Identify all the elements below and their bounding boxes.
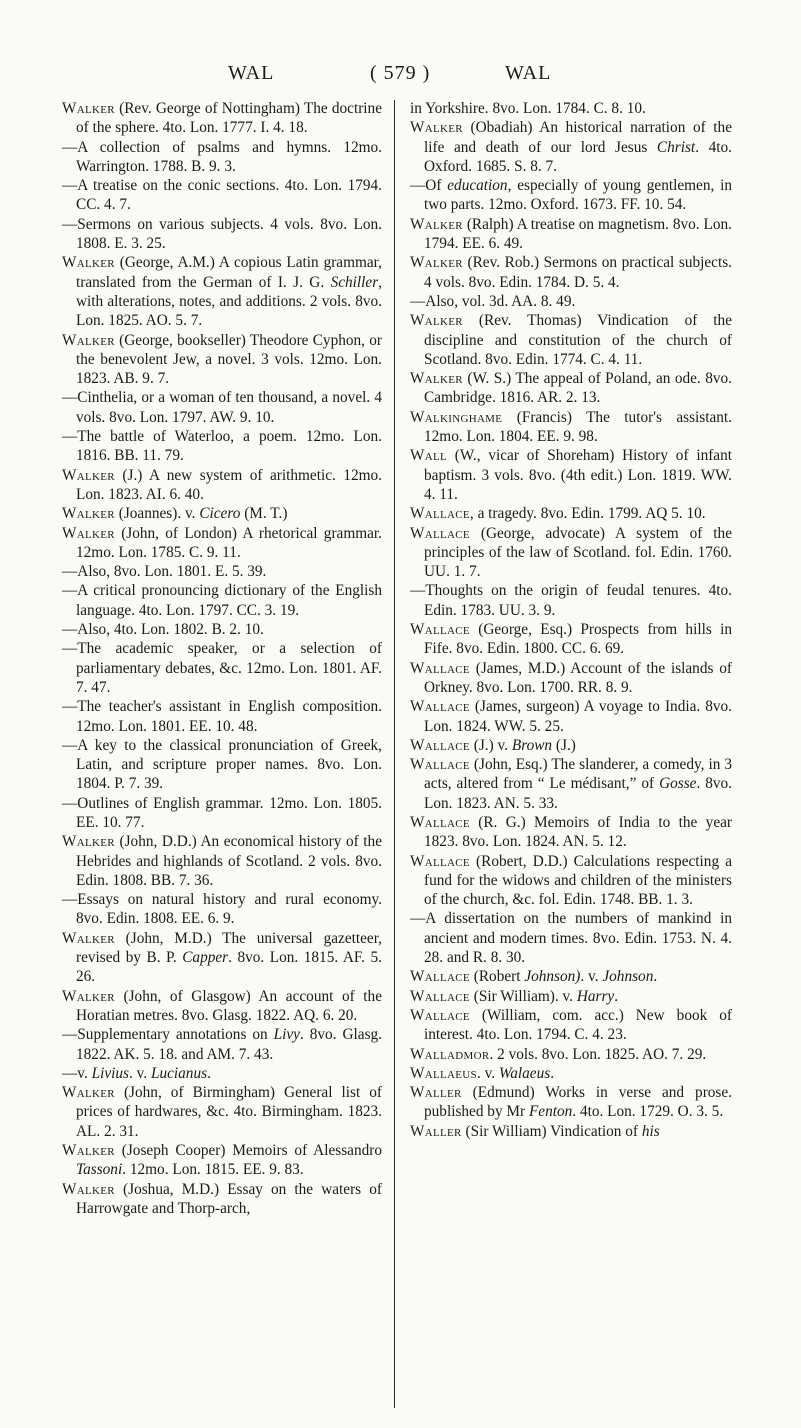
catalog-entry [410,176,732,215]
catalog-entry [62,138,382,177]
entry-text: —A key to the classical pronunciation of Greek, Latin, and scripture proper names. 8vo. Lon. 1804. P. 7. 39. [62,736,382,793]
page-number: ( 579 ) [370,62,431,84]
right-column [410,99,732,1141]
catalog-entry [62,524,382,563]
catalog-entry [410,118,732,176]
catalog-entry [62,620,382,639]
catalog-entry [410,311,732,369]
entry-text: —Also, 4to. Lon. 1802. B. 2. 10. [62,621,264,639]
entry-italic-text: Brown [511,736,553,754]
entry-text: —Cinthelia, or a woman of ten thousand, a novel. 4 vols. 8vo. Lon. 1797. AW. 9. 10. [62,389,382,426]
entry-text: (J.) [552,736,576,754]
entry-text: . 4to. Oxford. 1685. S. 8. 7. [424,138,732,175]
entry-text: —The academic speaker, or a selection of parliamentary debates, &c. 12mo. Lon. 1801. AF. 7. 47. [62,640,382,696]
catalog-entry [410,813,732,852]
entry-headword: Walkinghame [410,408,503,426]
entry-text: (James, surgeon) A voyage to India. 8vo. Lon. 1824. WW. 5. 25. [424,698,732,735]
entry-text: . 8vo. Lon. 1823. AN. 5. 33. [424,775,733,812]
catalog-entry [410,292,732,311]
entry-italic-text: education [447,177,508,195]
catalog-entry [62,1180,382,1219]
entry-text: —The teacher's assistant in English composition. 12mo. Lon. 1801. EE. 10. 48. [62,698,382,735]
entry-text: . v. [580,968,603,986]
entry-text: (George, Esq.) Prospects from hills in Fife. 8vo. Edin. 1800. CC. 6. 69. [424,621,732,658]
catalog-entry [62,466,382,505]
entry-text: (Joannes). v. [114,505,200,523]
entry-text: . v. [476,1064,499,1082]
entry-text: —The battle of Waterloo, a poem. 12mo. Lon. 1816. BB. 11. 79. [62,428,382,465]
entry-text: (Edmund) Works in verse and prose. published by Mr [424,1084,732,1121]
entry-headword: Walker [62,833,115,851]
entry-headword: Wallace [410,698,470,716]
entry-text: (Obadiah) An historical narration of the life and death of our lord Jesus [424,119,732,156]
entry-text: —Also, 8vo. Lon. 1801. E. 5. 39. [62,563,267,581]
entry-text: (Robert [469,968,525,986]
entry-italic-text: Livy [273,1026,300,1044]
entry-headword: Walker [62,1084,115,1102]
catalog-entry [410,659,732,698]
entry-headword: Walladmor [410,1045,490,1063]
entry-text: in Yorkshire. 8vo. Lon. 1784. C. 8. 10. [410,100,646,117]
entry-headword: Wallace [410,524,470,542]
entry-text: —Also, vol. 3d. AA. 8. 49. [410,292,576,310]
header-right-guide-word: WAL [505,62,552,84]
running-header [0,62,801,92]
entry-text: (Robert, D.D.) Calculations respecting a fund for the widows and children of the ministers of the church, &c. fol. Edin. 1748. BB. 1. 3. [424,852,732,909]
catalog-entry [410,1006,732,1045]
catalog-entry [410,581,732,620]
entry-text: —A collection of psalms and hymns. 12mo. Warrington. 1788. B. 9. 3. [62,138,382,175]
catalog-entry [410,446,732,504]
catalog-entry [410,1083,732,1122]
catalog-entry [62,697,382,736]
entry-text: (J.) A new system of arithmetic. 12mo. Lon. 1823. AI. 6. 40. [76,466,382,503]
entry-text: , a tragedy. 8vo. Edin. 1799. AQ 5. 10. [469,505,706,523]
entry-headword: Wallace [410,968,470,986]
entry-text: . 8vo. Lon. 1815. AF. 5. 26. [76,949,382,986]
catalog-entry [410,99,732,118]
entry-text: (George, bookseller) Theodore Cyphon, or the benevolent Jew, a novel. 3 vols. 12mo. Lon. 1823. AB. 9. 7. [76,331,382,388]
entry-headword: Walker [62,1180,115,1198]
entry-italic-text: Fenton [528,1103,573,1121]
entry-text: . 4to. Lon. 1729. O. 3. 5. [572,1103,724,1121]
entry-text: (Rev. Rob.) Sermons on practical subjects. 4 vols. 8vo. Edin. 1784. D. 5. 4. [424,254,732,291]
entry-headword: Walker [410,370,463,388]
entry-text: (Joshua, M.D.) Essay on the waters of Harrowgate and Thorp-arch, [76,1180,382,1217]
entry-text: (Rev. Thomas) Vindication of the discipline and constitution of the church of Scotland. 8vo. Edin. 1774. C. 4. 11. [424,312,732,368]
entry-text: (Rev. George of Nottingham) The doctrine of the sphere. 4to. Lon. 1777. I. 4. 18. [76,100,382,137]
entry-headword: Walker [410,312,463,330]
catalog-entry [62,562,382,581]
entry-text: . v. [129,1064,151,1082]
entry-italic-text: his [641,1122,660,1140]
entry-text: . 12mo. Lon. 1815. EE. 9. 83. [122,1161,304,1179]
entry-italic-text: Capper [182,949,229,967]
entry-headword: Wallace [410,736,470,754]
entry-headword: Walker [410,215,463,233]
entry-headword: Wallace [410,987,470,1005]
entry-text: —Thoughts on the origin of feudal tenures. 4to. Edin. 1783. UU. 3. 9. [410,582,732,619]
entry-text: (Francis) The tutor's assistant. 12mo. Lon. 1804. EE. 9. 98. [424,408,732,446]
entry-text: (W. S.) The appeal of Poland, an ode. 8vo. Cambridge. 1816. AR. 2. 13. [424,370,732,407]
entry-text: . [653,968,658,986]
entry-text: —A critical pronouncing dictionary of the English language. 4to. Lon. 1797. CC. 3. 19. [62,582,382,619]
entry-text: (George, advocate) A system of the principles of the law of Scotland. fol. Edin. 1760. UU. 1. 7. [424,524,732,581]
entry-text: —Essays on natural history and rural economy. 8vo. Edin. 1808. EE. 6. 9. [62,891,382,928]
entry-headword: Waller [410,1122,462,1140]
entry-headword: Walker [62,254,115,272]
catalog-entry [62,794,382,833]
entry-headword: Wallace [410,659,470,677]
catalog-entry [410,697,732,736]
catalog-entry [410,755,732,813]
catalog-entry [62,1083,382,1141]
catalog-entry [62,99,382,138]
catalog-entry [410,1064,732,1083]
catalog-entry [62,639,382,697]
catalog-entry [62,581,382,620]
entry-text: (John, D.D.) An economical history of the Hebrides and highlands of Scotland. 2 vols. 8vo. Edin. 1808. BB. 7. 36. [76,833,382,889]
catalog-entry [410,852,732,910]
entry-headword: Wallace [410,756,470,774]
catalog-entry [410,408,732,447]
entry-headword: Wallace [410,621,470,639]
catalog-entry [410,524,732,582]
column-divider [394,100,395,1408]
entry-text: —Of [410,177,448,195]
entry-text: —Sermons on various subjects. 4 vols. 8vo. Lon. 1808. E. 3. 25. [62,215,382,253]
catalog-entry [62,253,382,330]
catalog-entry [410,987,732,1006]
catalog-entry [410,215,732,254]
entry-text: (R. G.) Memoirs of India to the year 1823. 8vo. Lon. 1824. AN. 5. 12. [424,813,732,851]
entry-italic-text: Gosse [659,775,697,793]
entry-text: (James, M.D.) Account of the islands of Orkney. 8vo. Lon. 1700. RR. 8. 9. [424,659,732,696]
entry-text: —v. [62,1064,92,1082]
catalog-entry [62,1064,382,1083]
entry-headword: Wallace [410,505,470,523]
entry-headword: Walker [410,119,463,137]
entry-italic-text: Cicero [199,505,241,523]
entry-italic-text: Walaeus [498,1064,551,1082]
catalog-entry [410,909,732,967]
entry-italic-text: Tassoni [76,1161,123,1179]
entry-headword: Walker [62,524,115,542]
entry-text: , especially of young gentlemen, in two parts. 12mo. Oxford. 1673. FF. 10. 54. [424,177,732,214]
entry-text: (John, of London) A rhetorical grammar. 12mo. Lon. 1785. C. 9. 11. [76,524,382,561]
catalog-entry [62,736,382,794]
catalog-entry [62,987,382,1026]
catalog-entry [410,967,732,986]
entry-italic-text: Christ [656,138,696,156]
entry-text: (John, of Birmingham) General list of prices of hardwares, &c. 4to. Birmingham. 1823. AL. 2. 31. [76,1084,382,1140]
entry-text: (J.) v. [469,736,512,754]
catalog-entry [62,890,382,929]
entry-italic-text: Harry [576,987,615,1005]
entry-text: (Ralph) A treatise on magnetism. 8vo. Lon. 1794. EE. 6. 49. [424,215,732,253]
entry-text: (Sir William). v. [469,987,577,1005]
entry-headword: Walker [62,100,115,117]
catalog-entry [62,388,382,427]
catalog-entry [410,253,732,292]
catalog-entry [62,427,382,466]
entry-headword: Wall [410,447,448,465]
entry-text: (John, of Glasgow) An account of the Horatian metres. 8vo. Glasg. 1822. AQ. 6. 20. [76,987,382,1024]
entry-text: . 2 vols. 8vo. Lon. 1825. AO. 7. 29. [489,1045,707,1063]
entry-text: (William, com. acc.) New book of interest. 4to. Lon. 1794. C. 4. 23. [424,1006,732,1044]
entry-italic-text: Schiller [330,273,379,291]
entry-italic-text: Lucianus [150,1064,208,1082]
entry-headword: Walker [62,331,115,349]
entry-headword: Wallace [410,852,470,870]
catalog-entry [410,1045,732,1064]
entry-italic-text: Johnson [602,968,654,986]
entry-text: (John, M.D.) The universal gazetteer, revised by B. P. [76,929,382,967]
entry-text: . [207,1064,211,1082]
entry-headword: Walker [62,505,115,523]
catalog-entry [62,929,382,987]
catalog-entry [62,832,382,890]
entry-italic-text: Livius [91,1064,130,1082]
left-column [62,99,382,1218]
catalog-entry [62,1025,382,1064]
entry-headword: Walker [62,1142,115,1160]
header-left-guide-word: WAL [228,62,275,84]
catalog-entry [410,620,732,659]
entry-text: —Supplementary annotations on [62,1026,274,1044]
entry-text: —A dissertation on the numbers of mankind in ancient and modern times. 8vo. Edin. 1753. N. 4. 28. and R. 8. 30. [410,910,732,967]
entry-italic-text: Johnson) [524,968,581,986]
catalog-entry [62,215,382,254]
entry-text: (George, A.M.) A copious Latin grammar, translated from the German of I. J. G. [76,254,382,291]
catalog-entry [410,736,732,755]
entry-text: . 8vo. Glasg. 1822. AK. 5. 18. and AM. 7. 43. [76,1026,382,1063]
entry-text: (Sir William) Vindication of [461,1122,642,1140]
entry-text: . [550,1064,555,1082]
catalog-entry [410,1122,732,1141]
entry-text: (John, Esq.) The slanderer, a comedy, in 3 acts, altered from “ Le médisant,” of [424,756,732,793]
entry-text: , with alterations, notes, and additions. 2 vols. 8vo. Lon. 1825. AO. 5. 7. [76,273,382,330]
entry-headword: Walker [410,254,463,272]
entry-headword: Walker [62,987,115,1005]
entry-text: (W., vicar of Shoreham) History of infant baptism. 3 vols. 8vo. (4th edit.) Lon. 1819. WW. 4. 11. [424,447,732,503]
entry-text: (M. T.) [240,505,288,523]
catalog-entry [62,176,382,215]
catalog-entry [62,504,382,523]
entry-text: (Joseph Cooper) Memoirs of Alessandro [114,1142,382,1160]
entry-text: —A treatise on the conic sections. 4to. Lon. 1794. CC. 4. 7. [62,177,382,214]
catalog-entry [410,504,732,523]
entry-text: . [614,987,619,1005]
entry-headword: Walker [62,929,115,947]
entry-text: —Outlines of English grammar. 12mo. Lon. 1805. EE. 10. 77. [62,794,382,831]
catalog-entry [410,369,732,408]
catalog-entry [62,1141,382,1180]
entry-headword: Wallace [410,813,470,831]
entry-headword: Wallace [410,1006,470,1024]
entry-headword: Waller [410,1084,462,1102]
entry-headword: Walker [62,466,115,484]
entry-headword: Wallaeus [410,1064,477,1082]
catalog-entry [62,331,382,389]
